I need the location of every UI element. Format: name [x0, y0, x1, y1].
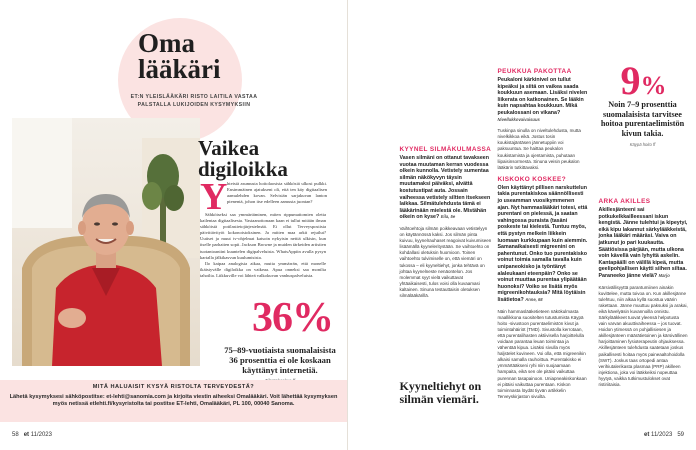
question-lead: [599, 207, 689, 280]
question-text: Vasen silmäni on ottanut tavakseen vuotaa muutaman kerran vuodessa olkein kunnolla. Vetistely sumentaa silmän näkökyvyn täysin muutamaksi päiväksi, alvättä kostutustipat auta. Jossain vaiheessa vetistely siltten itsekseen laikkaa. Silmätulehdusta tämä ei lääkärinään mielestä ole. Mistähän oikein on kyse?: [399, 155, 491, 221]
left-page: [0, 0, 347, 450]
stat-quote: 75–89-vuotiaista suomalaisista 36 prosenttia ei ole koskaan käyttänyt internetiä.: [224, 345, 336, 375]
stat-number: 9: [620, 58, 641, 103]
stat-quote: Noin 7–9 prosenttia suomalaisista tarvitsee hoitoa purentaelimistön kivun takia.: [600, 100, 685, 138]
doctor-portrait-photo: [12, 118, 200, 366]
section-heading: KISKOKO KOSKEE?: [497, 175, 566, 183]
answer-text: Tuskinpa sinulla on niveltulehdusta, mutta nivelkikkoa eikä. Jostus tosin koukistajäntäsen jännetuppiin voi paksuuntua. Se haittaa peukalon koukistamista ja ojentamista, puhutaan liipaisinsormesta. Sinuna veisin peukalon lääkärin tutkittavaksi.: [497, 128, 581, 170]
article-body-main: [200, 212, 326, 279]
question-lead: [498, 185, 588, 304]
section-heading: PEUKKUA PAKOTTAA: [497, 68, 572, 75]
question-author: Nivellukkovaivaisuus: [497, 116, 540, 122]
column-title-line1: Oma: [138, 28, 195, 58]
question-text: Olen käyttänyt pillisen narskuttelun takia purentakiskoa säännöllisesti jo useamman vuosikymmenen ajan. Nyt hammaslääkäri totesi, että purentani on pielessä, ja saatan vahingossa puraista (tasäni poskeste tai kielestä. Tuntuu myös, että pystyn melkein liikkein luomaan kurkkupaan kuin aiemmin. Samanaikaisesti migreenini on pahentunut. Onko tuo purentakisko voinut toimia samalla tavalla kuin unipaneokisko ja työntänyt alaleukaani eteenpäin? Onko se voinut muuttaa purentaa ylipäätään huonoksi? Voiko se lisätä myös migreenikohtauksia? Mitä löytäisin lisätietoa?: [497, 184, 588, 303]
question-text: Akillesjänteeni sai potkukelkkailleessani iskun kengistä. Jänne tulehtui ja kipeytyi, eikä kipu lakannut särkylääkkeistä, jonka lääkäri määräsi. Vaiva on jatkunut jo pari kuukautta. Säätiösissa pärjään, mutta ulkona voin kävellä vain lyhyitä askelin. Kantapäälli on välillä kipeä, mutta geelipohjallisen käytti siihen siltaa. Paraneeko jänne vielä?: [598, 207, 688, 279]
drop-cap: Y: [200, 176, 228, 218]
page-number: 59: [677, 432, 684, 438]
article-title: [198, 138, 328, 180]
page-brand: et: [644, 432, 650, 438]
question-author: Anne, 68: [525, 296, 543, 302]
right-page: [348, 0, 696, 450]
stat-number-9: [596, 58, 692, 105]
section-heading: KYYNEL SILMÄKULMASSA: [399, 146, 492, 153]
answer-text: Kärsivällisyyttä parantumiinen ainakin kuvittelee, mutta toivoa on. Kun akillesjänne tulehtuu, niin alkaa kyllä suostua väärin rakettaan. Jänne muuttuu paksuksi ja arakai, eikä kävelyäsin kuvannoilla onnistu. Särkylääkkeet tuovat yleensä helpotusta vain varvan akuuttivaiheessa – jos tuovat. Hoidon ytimessä on pohjallisiesen ja akillesjänteen määrätietoinen ja kärsivällinen harjoittaminen fysioterapeutin ohjauksessa. Akillesjänteen tulehdusta saatetaan joskus paikallisesti hoitaa myös paineaaltohoidolla (SWT). Joskus taas ortopedi antaa verihiutalerikasta plasmaa (PRP) akilleen injektiona, joka voi lääkkeiksi nopeuttaa hyytyä, vaikka tutkimustulokset ovat ristiriitaisia.: [598, 284, 688, 388]
article-body-paragraph: Ilo kaipaa analogisia aikaa, mutta ymmärrän, että monelle ikäistyvälle digiloikka on vaikeaa. Apua onneksi saa monilta tahoilta. Liikkuville voi lähteä valkokuvan vanhuspalveluista.: [200, 260, 326, 278]
pull-quote-tear-duct: Kyyneltiehyt on silmän viemäri.: [399, 379, 482, 406]
answer-text: Näin hammaslääketieteen näkökulmasta maallikkona suositelten tutustumista Käypä hoito -sivustoon purentaelimistön kivut ja toimintahäiriöt (TMD). Sivustolla kerrotaan, että purentalihasten aktiivisella harjoittelulla voidaan parantaa leuan toimintaa ja vähentää kipua. Lisäksi sivulla myös haljstelet kuvineen. Voi olla, että migreenikin alkaisi samalla rauhoittua. Purentakisko ei ymmärtääkseni ryhi niin suojaamaan hampaita, eikä sen ole pitäisi vaikuttaa purennan tasapainoon. Uniapneakiskonkaan ei pitäisi vaikuttaa purentaan. Kiskon toiminnasta löydät tiyvän artikkelin Terveyskirjaston sivuilta.: [497, 308, 587, 399]
portrait-illustration: [12, 118, 200, 366]
answer-text: Vaihtoehtoja silmän poikkeavaan vetistelyyn on käytännössä kaksi. Jos silmän pinta kuivuu, kyynelrauhaset reagoivat kuivumiseen lisäämällä kyyneleritystään. Se vaihtoehto on kohdallasi oletuksin huomioon. Toinen vaihtoehto tulvimiselle on, että viemäri on tukossa – eli kyyneltiehyt, jonka tehtävä on johtaa kyynelneste nenäontelon. Jos molemmat syyt vielä vaikuttavat yhtäaikaisesti, tulos voisi olla kuvaamasi kaltainen. Sinuna testauttaisin oletuksen silmälääkärillä.: [399, 225, 492, 298]
page-issue: 11/2023: [30, 432, 52, 438]
stat-percent: %: [640, 71, 667, 100]
article-body-intro: hteistä asumusta hoitolaosista sähkösiä ulkosi pulkki. Ensimmäinen ajatukseni oli, että ten käy digitaalisen aamulehden kovan. Selvisiän sarjakuvan lanton pienentä, johon itse edelleen aamusta juontan?: [227, 181, 327, 205]
finger-question-section: [498, 68, 588, 400]
stat-source: Käypä hoito ff: [629, 142, 656, 147]
question-author: Eila, 5e: [440, 214, 456, 220]
question-lead: [498, 77, 588, 123]
question-lead: [400, 155, 492, 221]
page-number-left: [12, 432, 52, 438]
footer-heading: MITÄ HALUAISIT KYSYÄ RISTOLTA TERVEYDESTÄ?: [92, 384, 255, 390]
question-author: Marjo: [658, 272, 670, 278]
article-title-line2: digiloikka: [198, 157, 288, 181]
question-text: Peukaloni kärkinivel on tullut kipeäksi ja siitä on vaikea saada koukkuun asemaan. Lisäksi nivelen liikerata on katkonainen. Se lääkin kuin napsahtaa koukkuun. Mikä peukalossani on vikana?: [497, 77, 588, 116]
eye-question-section: [400, 146, 492, 299]
page-brand: et: [23, 432, 30, 438]
column-subtitle: ET:N YLEISLÄÄKÄRI RISTO LAITILA VASTAA PALSTALLA LUKIJOIDEN KYSYMYKSIIN: [130, 94, 258, 108]
article-body-paragraph: Sähköiseksi saa ymmärtäminen, miten rippumattomien oletta kailentaa digitaalisesta. Vastaanottonaan kaan ei tullut mitään ilman sähköistä potilastietojärjestelmää. Ei ollut Terveyspostista päivittävityöt kokonoistoksinen. Ja mitten maa arkit rejuilut? Uutiset ja muut tv-ohjelmat katsoin nykyisin nettiä ulkisin, kun itselle parhaiten sopii. Jackson Browne ja muiden tärkeiden artistien tuotantoaniini kuuntelen digipalveluista. WhatsAppiin avulla pysyn kartalla jälkikasvun kuulumisista.: [200, 212, 326, 260]
column-title: [138, 30, 248, 82]
column-title-line2: lääkäri: [138, 54, 221, 84]
stat-number-36: 36%: [252, 295, 333, 341]
page-number: 58: [12, 432, 19, 438]
footer-instructions: Lähetä kysymyksesi sähköpostitse: et-lehti@sanomia.com ja kirjoita viestin aiheeksi Omalääkäri. Voit lähettää kysymyksen myös netissä etlehti.fi/kysyristolta tai postitse ET-lehti, Omalääkäri, PL 100, 00040 Sanoma.: [9, 394, 338, 408]
page-number-right: [644, 432, 684, 438]
article-title-line1: Vaikea: [198, 136, 260, 160]
section-heading: ARKA AKILLES: [598, 198, 651, 205]
page-issue: 11/2023: [651, 432, 673, 438]
achilles-question-section: [599, 198, 689, 388]
